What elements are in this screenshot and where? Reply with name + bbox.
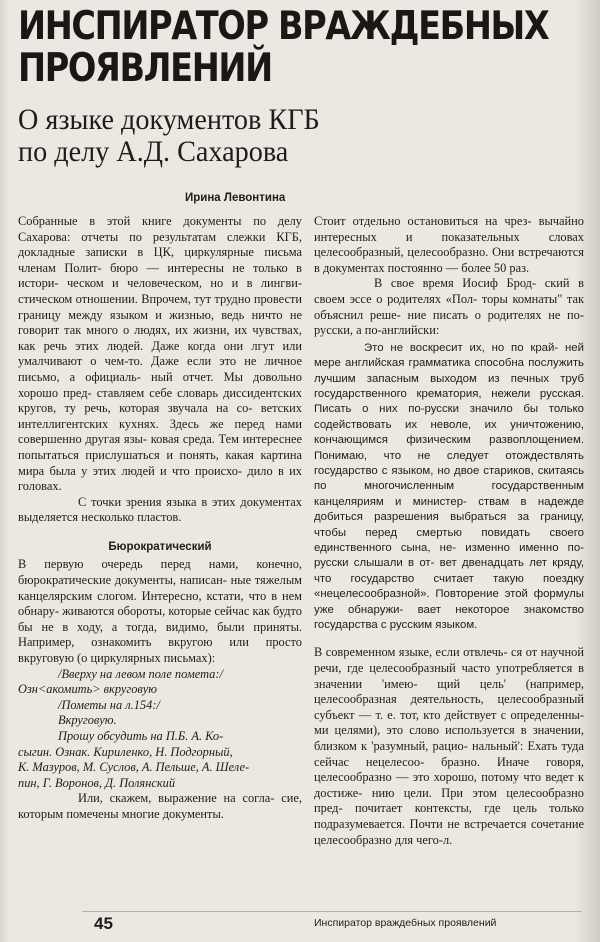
intro-paragraph: Собранные в этой книге документы по делу Сахарова: отчеты по результатам слежки КГБ, докладные записки в ЦК, циркулярные письма членам Полит- бюро — интересны не только в истори- ческом и человеческом, но и в лингви- стическом отношении. Впрочем, тут трудно провести границу между языком и жизнью, ведь ничто не говорит так много о людях, их жизни, их чувствах, как речь этих людей. Даже когда они лгут или умалчивают о чем-то. Даже если это не личное письмо, а официаль- ный отчет. Мы довольно хорошо пред- ставляем себе словарь диссидентских кругов, ту речь, которая звучала на со- ветских интеллигентских кухнях. Здесь же перед нами совершенно другая язы- ковая среда. Тем интереснее попытаться прислушаться и понять, какая картина мира была у этих людей и что происхо- дило в их головах. xyxy=(18,214,303,494)
memo-line: Озн<акомить> вкруговую xyxy=(18,682,158,697)
article-header xyxy=(18,6,578,168)
memo-line: /Пометы на л.154:/ xyxy=(58,697,160,712)
subtitle-line-2: по делу А.Д. Сахарова xyxy=(18,135,289,168)
memo-quote xyxy=(18,667,302,792)
title-line-1: ИНСПИРАТОР ВРАЖДЕБНЫХ xyxy=(18,4,549,49)
footer-rule xyxy=(82,911,582,912)
article-subtitle xyxy=(18,104,582,168)
memo-line: /Вверху на левом поле помета:/ xyxy=(58,666,223,681)
article-title xyxy=(18,6,568,90)
modern-usage-paragraph: В современном языке, если отвлечь- ся от научной речи, где целесообразный часто употребляется в значении 'имею- щий цель' (например, целесообразная деятельность, целесообразный субъект — т. е. тот, кто действует с определенны- ми целями), это слово используется в значении, близком к 'разумный, рацио- нальный': Ехать туда сейчас нецелесоо- бразно. Иначе говоря, целесообразно — это хорошо, потому что ведет к достиже- нию цели. При этом целесообразно пред- почитает контексты, где цель только подразумевается. Почти не встречается сочетание целесообразно для чего-л. xyxy=(314,645,585,847)
layers-paragraph: С точки зрения языка в этих документах выделяется несколько пластов. xyxy=(18,494,302,525)
bureaucratic-paragraph: В первую очередь перед нами, конечно, бюрократические документы, написан- ные тяжелым канцелярским слогом. Интересно, кстати, что в нем обнару- живаются обороты, которые сейчас как будто бы не в ходу, а тогда, видимо, были приняты. Например, ознакомить вкругою или просто вкруговую (о циркулярных письмах): xyxy=(18,557,302,666)
agreement-paragraph: Или, скажем, выражение на согла- сие, которым помечены многие документы. xyxy=(18,791,302,821)
section-heading: Бюрократический xyxy=(108,540,212,553)
author-name: Ирина Левонтина xyxy=(185,192,286,204)
expedient-paragraph: Стоит отдельно остановиться на чрез- вычайно интересных и показательных словах целесообразный, целесообразно. Они встречаются в документах постоянно — более 50 раз. xyxy=(314,214,584,275)
memo-line: Вкруговую. xyxy=(58,713,117,728)
brodsky-paragraph: В свое время Иосиф Брод- ский в своем эссе о родителях «Пол- торы комнаты" так объяснил реше- ние писать о родителях не по-русски, а по-английски: xyxy=(314,276,585,338)
subtitle-line-1: О языке документов КГБ xyxy=(18,103,320,136)
memo-line: К. Мазуров, М. Суслов, А. Пельше, А. Шеле- xyxy=(18,760,250,775)
title-line-2: ПРОЯВЛЕНИЙ xyxy=(18,46,272,91)
memo-line: сыгин. Ознак. Кириленко, Н. Подгорный, xyxy=(18,744,233,759)
memo-line: пин, Г. Воронов, Д. Полянский xyxy=(18,775,176,790)
page-number: 45 xyxy=(94,914,113,933)
brodsky-quote: Это не воскресит их, но по край- ней мере английская грамматика способна послужить лучшим запасным выходом из печных труб государственного крематория, нежели русская. Писать о них по-русски значило бы только содействовать их неволе, их уничтожению, кончающимся физическим развоплощением. Понимаю, что не следует отождествлять государство с языком, но двое стариков, скитаясь по многочисленным государственным канцеляриям и министер- ствам в надежде добиться разрешения выбраться за границу, чтобы перед смертью повидать своего единственного сына, не- изменно именно по-русски слышали в от- вет двенадцать лет кряду, что государство считает такую поездку «нецелесообразной». Повторение этой формулы уже обнаружи- вает некоторое знакомство государства с русским языком. xyxy=(314,341,585,632)
right-column xyxy=(314,214,584,848)
left-column xyxy=(18,214,302,823)
memo-line: Прошу обсудить на П.Б. А. Ко- xyxy=(58,729,224,743)
running-title: Инспиратор враждебных проявлений xyxy=(314,917,497,929)
